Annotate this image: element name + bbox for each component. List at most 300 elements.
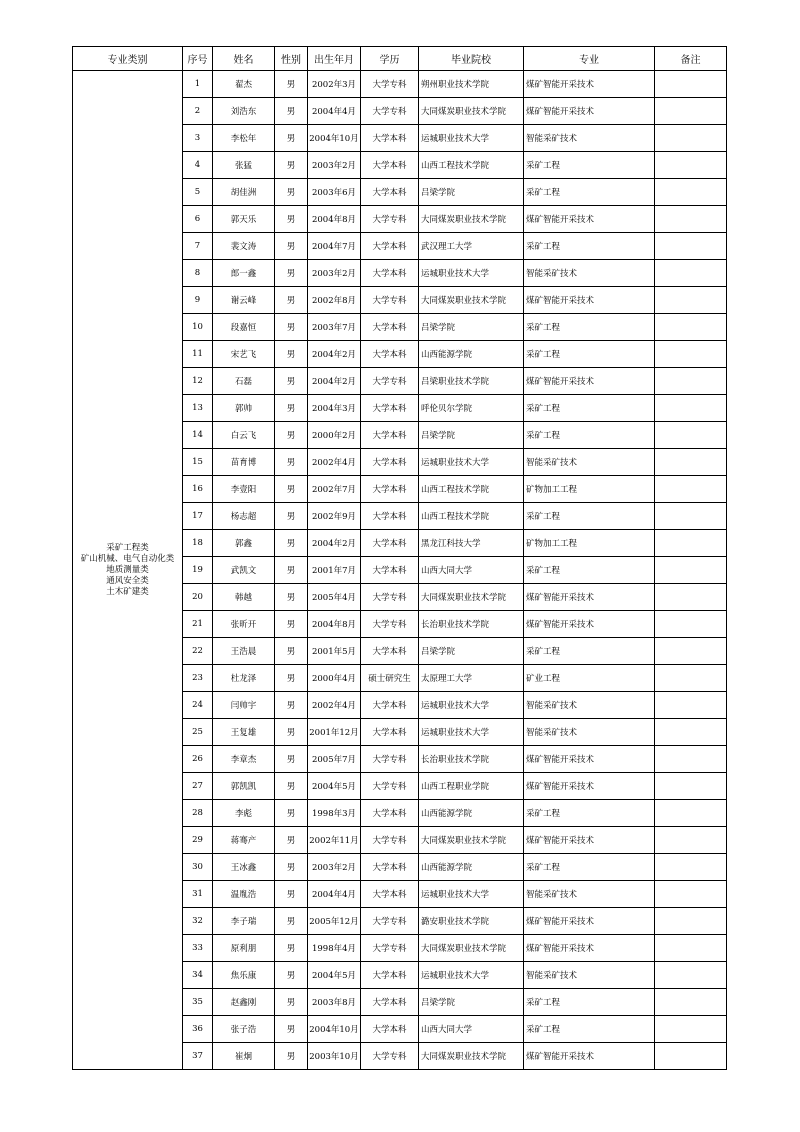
cell-name: 王冰鑫 <box>213 854 275 881</box>
cell-name: 谢云峰 <box>213 287 275 314</box>
cell-education: 大学专科 <box>361 746 419 773</box>
cell-school: 山西工程技术学院 <box>419 476 524 503</box>
cell-name: 宋艺飞 <box>213 341 275 368</box>
cell-birth: 2004年2月 <box>308 341 361 368</box>
cell-gender: 男 <box>275 638 308 665</box>
cell-remarks <box>655 476 727 503</box>
cell-education: 硕士研究生 <box>361 665 419 692</box>
cell-no: 12 <box>183 368 213 395</box>
cell-major: 煤矿智能开采技术 <box>524 1043 655 1070</box>
cell-no: 21 <box>183 611 213 638</box>
cell-birth: 2004年7月 <box>308 233 361 260</box>
cell-birth: 2003年2月 <box>308 854 361 881</box>
cell-gender: 男 <box>275 881 308 908</box>
cell-gender: 男 <box>275 260 308 287</box>
cell-education: 大学专科 <box>361 206 419 233</box>
cell-school: 长治职业技术学院 <box>419 746 524 773</box>
cell-gender: 男 <box>275 611 308 638</box>
cell-school: 山西工程技术学院 <box>419 152 524 179</box>
cell-remarks <box>655 287 727 314</box>
cell-no: 1 <box>183 71 213 98</box>
cell-name: 苗育博 <box>213 449 275 476</box>
cell-major: 智能采矿技术 <box>524 962 655 989</box>
cell-remarks <box>655 692 727 719</box>
cell-remarks <box>655 233 727 260</box>
cell-major: 采矿工程 <box>524 341 655 368</box>
cell-education: 大学专科 <box>361 368 419 395</box>
cell-gender: 男 <box>275 962 308 989</box>
cell-major: 煤矿智能开采技术 <box>524 827 655 854</box>
category-line: 通风安全类 <box>106 575 149 586</box>
cell-education: 大学本科 <box>361 692 419 719</box>
cell-school: 山西能源学院 <box>419 800 524 827</box>
cell-no: 30 <box>183 854 213 881</box>
cell-education: 大学专科 <box>361 584 419 611</box>
category-line: 土木矿建类 <box>106 586 149 597</box>
cell-birth: 2005年4月 <box>308 584 361 611</box>
cell-name: 张猛 <box>213 152 275 179</box>
cell-major: 采矿工程 <box>524 800 655 827</box>
cell-education: 大学本科 <box>361 314 419 341</box>
cell-major: 采矿工程 <box>524 1016 655 1043</box>
cell-birth: 2002年4月 <box>308 692 361 719</box>
cell-education: 大学本科 <box>361 719 419 746</box>
cell-no: 27 <box>183 773 213 800</box>
cell-birth: 2002年4月 <box>308 449 361 476</box>
cell-name: 焦乐康 <box>213 962 275 989</box>
cell-name: 赵鑫刚 <box>213 989 275 1016</box>
cell-no: 26 <box>183 746 213 773</box>
cell-name: 白云飞 <box>213 422 275 449</box>
cell-school: 运城职业技术大学 <box>419 719 524 746</box>
cell-name: 段嘉恒 <box>213 314 275 341</box>
cell-remarks <box>655 98 727 125</box>
cell-no: 28 <box>183 800 213 827</box>
cell-no: 24 <box>183 692 213 719</box>
cell-major: 煤矿智能开采技术 <box>524 611 655 638</box>
cell-gender: 男 <box>275 935 308 962</box>
cell-name: 郭凯凯 <box>213 773 275 800</box>
cell-major: 智能采矿技术 <box>524 881 655 908</box>
cell-school: 大同煤炭职业技术学院 <box>419 98 524 125</box>
category-line: 矿山机械、电气自动化类 <box>80 553 175 564</box>
cell-remarks <box>655 746 727 773</box>
cell-name: 李壹阳 <box>213 476 275 503</box>
cell-school: 吕梁学院 <box>419 989 524 1016</box>
cell-major: 矿业工程 <box>524 665 655 692</box>
cell-no: 22 <box>183 638 213 665</box>
cell-education: 大学本科 <box>361 854 419 881</box>
cell-birth: 2004年2月 <box>308 368 361 395</box>
cell-no: 6 <box>183 206 213 233</box>
cell-name: 李子瑞 <box>213 908 275 935</box>
cell-birth: 2000年4月 <box>308 665 361 692</box>
cell-major: 采矿工程 <box>524 233 655 260</box>
cell-gender: 男 <box>275 422 308 449</box>
cell-no: 2 <box>183 98 213 125</box>
cell-school: 山西能源学院 <box>419 854 524 881</box>
cell-remarks <box>655 557 727 584</box>
cell-education: 大学本科 <box>361 233 419 260</box>
cell-school: 运城职业技术大学 <box>419 881 524 908</box>
cell-education: 大学本科 <box>361 152 419 179</box>
cell-birth: 2004年5月 <box>308 962 361 989</box>
cell-school: 大同煤炭职业技术学院 <box>419 1043 524 1070</box>
cell-remarks <box>655 125 727 152</box>
cell-gender: 男 <box>275 665 308 692</box>
cell-education: 大学本科 <box>361 260 419 287</box>
cell-education: 大学专科 <box>361 827 419 854</box>
cell-major: 采矿工程 <box>524 152 655 179</box>
header-row <box>73 47 727 71</box>
cell-school: 运城职业技术大学 <box>419 125 524 152</box>
cell-name: 韩越 <box>213 584 275 611</box>
cell-remarks <box>655 1043 727 1070</box>
cell-gender: 男 <box>275 98 308 125</box>
cell-no: 15 <box>183 449 213 476</box>
cell-gender: 男 <box>275 908 308 935</box>
cell-birth: 2003年6月 <box>308 179 361 206</box>
cell-education: 大学专科 <box>361 935 419 962</box>
cell-major: 煤矿智能开采技术 <box>524 746 655 773</box>
cell-major: 智能采矿技术 <box>524 449 655 476</box>
cell-gender: 男 <box>275 179 308 206</box>
cell-remarks <box>655 908 727 935</box>
cell-major: 采矿工程 <box>524 314 655 341</box>
cell-remarks <box>655 611 727 638</box>
cell-school: 山西工程职业学院 <box>419 773 524 800</box>
cell-birth: 2004年10月 <box>308 125 361 152</box>
cell-education: 大学本科 <box>361 395 419 422</box>
cell-gender: 男 <box>275 449 308 476</box>
cell-no: 9 <box>183 287 213 314</box>
cell-remarks <box>655 71 727 98</box>
cell-birth: 2003年2月 <box>308 260 361 287</box>
cell-major: 采矿工程 <box>524 395 655 422</box>
cell-name: 石磊 <box>213 368 275 395</box>
cell-remarks <box>655 530 727 557</box>
cell-major: 煤矿智能开采技术 <box>524 584 655 611</box>
cell-school: 太原理工大学 <box>419 665 524 692</box>
cell-education: 大学专科 <box>361 71 419 98</box>
cell-birth: 2004年4月 <box>308 98 361 125</box>
cell-birth: 2005年7月 <box>308 746 361 773</box>
cell-remarks <box>655 584 727 611</box>
cell-major: 煤矿智能开采技术 <box>524 773 655 800</box>
cell-school: 吕梁职业技术学院 <box>419 368 524 395</box>
cell-no: 11 <box>183 341 213 368</box>
cell-gender: 男 <box>275 503 308 530</box>
cell-gender: 男 <box>275 827 308 854</box>
cell-remarks <box>655 773 727 800</box>
cell-birth: 2004年2月 <box>308 530 361 557</box>
cell-school: 吕梁学院 <box>419 638 524 665</box>
cell-birth: 2004年10月 <box>308 1016 361 1043</box>
cell-major: 煤矿智能开采技术 <box>524 98 655 125</box>
cell-remarks <box>655 935 727 962</box>
cell-no: 29 <box>183 827 213 854</box>
header-category: 专业类别 <box>73 47 183 71</box>
cell-name: 蒋骞产 <box>213 827 275 854</box>
cell-gender: 男 <box>275 854 308 881</box>
cell-gender: 男 <box>275 368 308 395</box>
cell-school: 长治职业技术学院 <box>419 611 524 638</box>
cell-remarks <box>655 179 727 206</box>
cell-remarks <box>655 395 727 422</box>
cell-gender: 男 <box>275 584 308 611</box>
cell-birth: 2002年11月 <box>308 827 361 854</box>
cell-school: 潞安职业技术学院 <box>419 908 524 935</box>
cell-major: 采矿工程 <box>524 422 655 449</box>
cell-name: 郎一鑫 <box>213 260 275 287</box>
cell-no: 14 <box>183 422 213 449</box>
cell-birth: 2003年7月 <box>308 314 361 341</box>
cell-no: 13 <box>183 395 213 422</box>
cell-remarks <box>655 341 727 368</box>
cell-name: 原利朋 <box>213 935 275 962</box>
cell-gender: 男 <box>275 800 308 827</box>
table-row <box>73 71 727 98</box>
cell-education: 大学专科 <box>361 98 419 125</box>
cell-birth: 2003年8月 <box>308 989 361 1016</box>
cell-education: 大学本科 <box>361 341 419 368</box>
cell-birth: 2004年8月 <box>308 206 361 233</box>
cell-major: 煤矿智能开采技术 <box>524 206 655 233</box>
cell-name: 温胤浩 <box>213 881 275 908</box>
cell-gender: 男 <box>275 233 308 260</box>
cell-birth: 2004年8月 <box>308 611 361 638</box>
header-remarks: 备注 <box>655 47 727 71</box>
cell-school: 运城职业技术大学 <box>419 692 524 719</box>
cell-major: 智能采矿技术 <box>524 719 655 746</box>
cell-school: 大同煤炭职业技术学院 <box>419 206 524 233</box>
cell-education: 大学本科 <box>361 422 419 449</box>
cell-gender: 男 <box>275 314 308 341</box>
cell-major: 智能采矿技术 <box>524 692 655 719</box>
cell-name: 张子浩 <box>213 1016 275 1043</box>
cell-education: 大学本科 <box>361 179 419 206</box>
cell-no: 4 <box>183 152 213 179</box>
cell-birth: 2001年5月 <box>308 638 361 665</box>
cell-major: 煤矿智能开采技术 <box>524 368 655 395</box>
cell-name: 郭鑫 <box>213 530 275 557</box>
cell-no: 18 <box>183 530 213 557</box>
cell-education: 大学本科 <box>361 638 419 665</box>
cell-remarks <box>655 989 727 1016</box>
header-education: 学历 <box>361 47 419 71</box>
cell-gender: 男 <box>275 71 308 98</box>
cell-major: 矿物加工工程 <box>524 530 655 557</box>
cell-education: 大学本科 <box>361 557 419 584</box>
cell-name: 杜龙泽 <box>213 665 275 692</box>
cell-major: 采矿工程 <box>524 854 655 881</box>
cell-school: 运城职业技术大学 <box>419 962 524 989</box>
cell-education: 大学专科 <box>361 1043 419 1070</box>
cell-birth: 2002年3月 <box>308 71 361 98</box>
cell-remarks <box>655 854 727 881</box>
cell-gender: 男 <box>275 719 308 746</box>
cell-gender: 男 <box>275 125 308 152</box>
cell-major: 煤矿智能开采技术 <box>524 71 655 98</box>
cell-birth: 2001年12月 <box>308 719 361 746</box>
cell-education: 大学专科 <box>361 773 419 800</box>
cell-remarks <box>655 719 727 746</box>
cell-no: 3 <box>183 125 213 152</box>
cell-no: 36 <box>183 1016 213 1043</box>
cell-name: 王浩晨 <box>213 638 275 665</box>
cell-education: 大学本科 <box>361 1016 419 1043</box>
cell-name: 李章杰 <box>213 746 275 773</box>
cell-education: 大学本科 <box>361 449 419 476</box>
cell-no: 37 <box>183 1043 213 1070</box>
cell-school: 大同煤炭职业技术学院 <box>419 827 524 854</box>
cell-name: 李彪 <box>213 800 275 827</box>
cell-name: 闫帅宇 <box>213 692 275 719</box>
cell-name: 郭天乐 <box>213 206 275 233</box>
category-cell <box>73 71 183 1070</box>
cell-name: 郭帅 <box>213 395 275 422</box>
cell-birth: 1998年3月 <box>308 800 361 827</box>
cell-name: 张昕开 <box>213 611 275 638</box>
cell-school: 大同煤炭职业技术学院 <box>419 287 524 314</box>
cell-remarks <box>655 260 727 287</box>
cell-gender: 男 <box>275 206 308 233</box>
cell-no: 10 <box>183 314 213 341</box>
cell-remarks <box>655 1016 727 1043</box>
cell-birth: 2005年12月 <box>308 908 361 935</box>
cell-gender: 男 <box>275 395 308 422</box>
cell-education: 大学本科 <box>361 125 419 152</box>
cell-name: 翟杰 <box>213 71 275 98</box>
cell-birth: 2002年9月 <box>308 503 361 530</box>
cell-school: 山西能源学院 <box>419 341 524 368</box>
cell-school: 吕梁学院 <box>419 422 524 449</box>
cell-major: 智能采矿技术 <box>524 260 655 287</box>
cell-gender: 男 <box>275 476 308 503</box>
cell-education: 大学专科 <box>361 611 419 638</box>
cell-no: 16 <box>183 476 213 503</box>
cell-education: 大学专科 <box>361 908 419 935</box>
cell-major: 煤矿智能开采技术 <box>524 935 655 962</box>
cell-no: 32 <box>183 908 213 935</box>
cell-remarks <box>655 422 727 449</box>
cell-school: 山西大同大学 <box>419 557 524 584</box>
cell-gender: 男 <box>275 341 308 368</box>
cell-name: 裴文涛 <box>213 233 275 260</box>
cell-no: 19 <box>183 557 213 584</box>
cell-major: 煤矿智能开采技术 <box>524 908 655 935</box>
cell-school: 武汉理工大学 <box>419 233 524 260</box>
cell-education: 大学本科 <box>361 476 419 503</box>
cell-education: 大学本科 <box>361 962 419 989</box>
cell-name: 武凯文 <box>213 557 275 584</box>
cell-no: 25 <box>183 719 213 746</box>
cell-gender: 男 <box>275 692 308 719</box>
cell-no: 17 <box>183 503 213 530</box>
cell-school: 大同煤炭职业技术学院 <box>419 935 524 962</box>
cell-remarks <box>655 503 727 530</box>
cell-no: 7 <box>183 233 213 260</box>
cell-no: 5 <box>183 179 213 206</box>
cell-school: 黑龙江科技大学 <box>419 530 524 557</box>
cell-school: 山西工程技术学院 <box>419 503 524 530</box>
cell-remarks <box>655 368 727 395</box>
cell-no: 34 <box>183 962 213 989</box>
cell-birth: 2002年8月 <box>308 287 361 314</box>
cell-birth: 2001年7月 <box>308 557 361 584</box>
cell-school: 吕梁学院 <box>419 314 524 341</box>
cell-no: 20 <box>183 584 213 611</box>
cell-remarks <box>655 152 727 179</box>
cell-remarks <box>655 206 727 233</box>
cell-major: 矿物加工工程 <box>524 476 655 503</box>
cell-education: 大学专科 <box>361 287 419 314</box>
cell-remarks <box>655 827 727 854</box>
header-birth: 出生年月 <box>308 47 361 71</box>
header-school: 毕业院校 <box>419 47 524 71</box>
cell-school: 运城职业技术大学 <box>419 260 524 287</box>
cell-birth: 2002年7月 <box>308 476 361 503</box>
cell-remarks <box>655 638 727 665</box>
header-major: 专业 <box>524 47 655 71</box>
cell-school: 山西大同大学 <box>419 1016 524 1043</box>
cell-gender: 男 <box>275 530 308 557</box>
cell-education: 大学本科 <box>361 800 419 827</box>
cell-remarks <box>655 962 727 989</box>
roster-body <box>73 71 727 1070</box>
cell-name: 杨志超 <box>213 503 275 530</box>
cell-remarks <box>655 881 727 908</box>
cell-major: 采矿工程 <box>524 557 655 584</box>
category-line: 地质测量类 <box>106 564 149 575</box>
cell-name: 崔炯 <box>213 1043 275 1070</box>
cell-school: 朔州职业技术学院 <box>419 71 524 98</box>
cell-birth: 2004年3月 <box>308 395 361 422</box>
cell-major: 采矿工程 <box>524 179 655 206</box>
cell-education: 大学本科 <box>361 989 419 1016</box>
cell-no: 23 <box>183 665 213 692</box>
header-gender: 性别 <box>275 47 308 71</box>
cell-school: 呼伦贝尔学院 <box>419 395 524 422</box>
cell-school: 吕梁学院 <box>419 179 524 206</box>
cell-remarks <box>655 800 727 827</box>
cell-gender: 男 <box>275 989 308 1016</box>
cell-birth: 2004年4月 <box>308 881 361 908</box>
cell-no: 31 <box>183 881 213 908</box>
cell-name: 王复雄 <box>213 719 275 746</box>
cell-no: 33 <box>183 935 213 962</box>
cell-education: 大学本科 <box>361 530 419 557</box>
cell-name: 李松年 <box>213 125 275 152</box>
cell-birth: 2003年2月 <box>308 152 361 179</box>
cell-major: 智能采矿技术 <box>524 125 655 152</box>
cell-gender: 男 <box>275 773 308 800</box>
cell-gender: 男 <box>275 557 308 584</box>
cell-major: 采矿工程 <box>524 638 655 665</box>
cell-education: 大学本科 <box>361 503 419 530</box>
cell-birth: 2004年5月 <box>308 773 361 800</box>
cell-birth: 1998年4月 <box>308 935 361 962</box>
cell-gender: 男 <box>275 287 308 314</box>
cell-remarks <box>655 449 727 476</box>
cell-school: 大同煤炭职业技术学院 <box>419 584 524 611</box>
cell-gender: 男 <box>275 152 308 179</box>
cell-remarks <box>655 314 727 341</box>
cell-school: 运城职业技术大学 <box>419 449 524 476</box>
cell-education: 大学本科 <box>361 881 419 908</box>
cell-no: 8 <box>183 260 213 287</box>
cell-major: 采矿工程 <box>524 989 655 1016</box>
